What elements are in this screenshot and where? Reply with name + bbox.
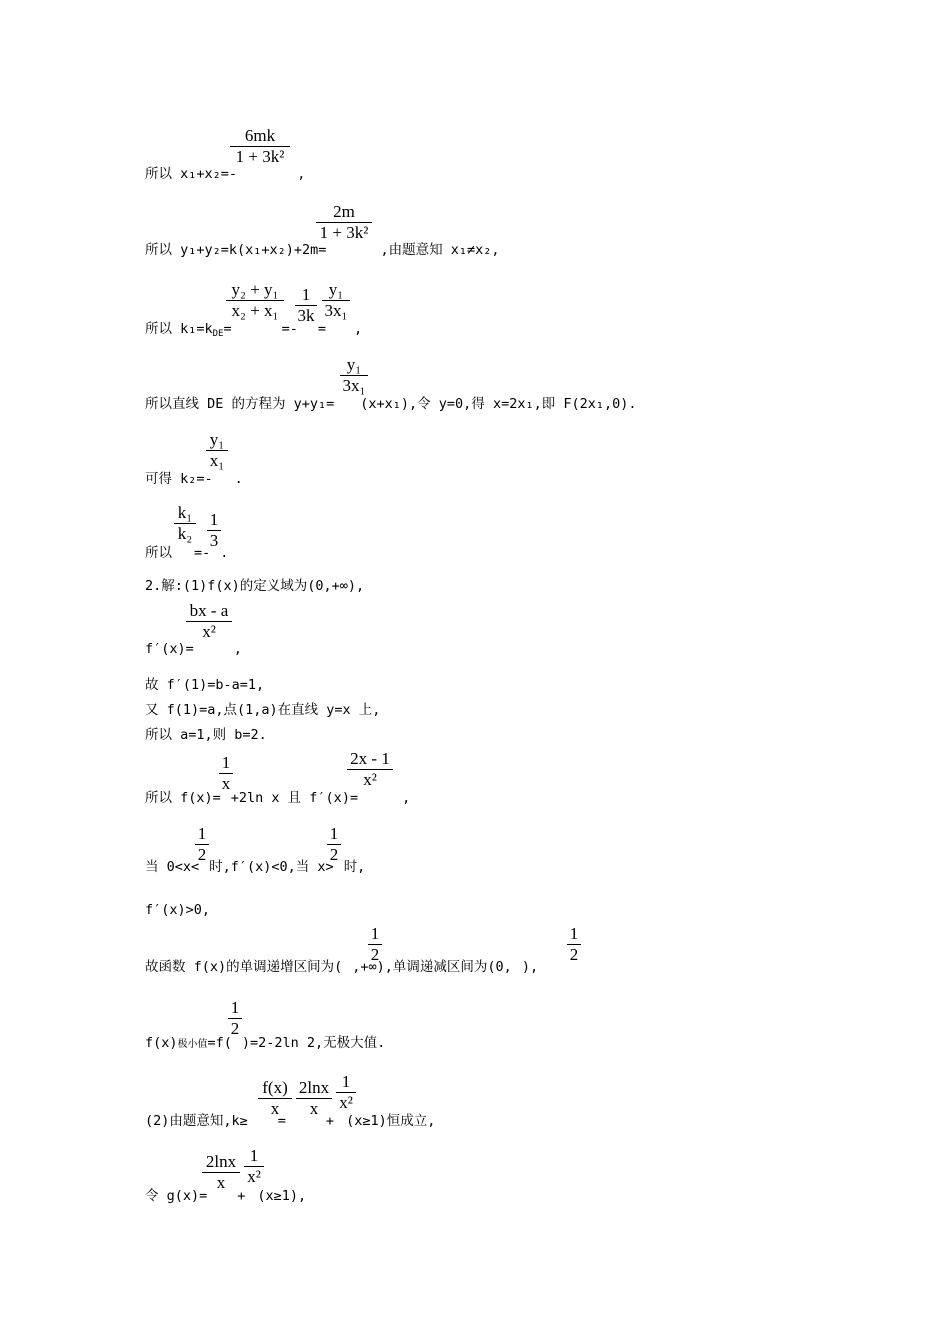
fraction-3 (322, 280, 350, 321)
text: 所以 a=1,则 b=2. (145, 727, 267, 743)
mid: 时,f′(x)<0,当 x> (209, 859, 334, 875)
denominator: k₂ (177, 524, 193, 543)
denominator: 2 (370, 945, 380, 964)
text: 故 f′(1)=b-a=1, (145, 677, 265, 693)
fraction (230, 126, 290, 167)
line-7 (145, 577, 364, 595)
denominator: x² (363, 770, 377, 789)
line-11 (145, 726, 267, 744)
text: (2)由题意知,k≥ (145, 1113, 248, 1129)
eq: =f( (207, 1035, 232, 1051)
fraction-1 (202, 1152, 240, 1193)
fraction-2 (244, 1146, 264, 1187)
line-3 (145, 320, 362, 343)
numerator: y₁ (340, 355, 368, 376)
line-12 (145, 789, 410, 807)
numerator: 1 (567, 924, 581, 945)
text: 所以 k₁=k (145, 321, 213, 337)
plus: + (325, 1113, 335, 1129)
eq: = (223, 321, 232, 337)
denominator: 2 (230, 1019, 240, 1038)
suffix: . (220, 545, 229, 561)
denominator: x (309, 1099, 319, 1118)
suffix: ), (521, 959, 539, 975)
suffix: (x≥1)恒成立, (346, 1113, 436, 1129)
suffix: , (402, 790, 411, 806)
mid: =- (194, 545, 211, 561)
text: 所以 x₁+x₂= (145, 166, 229, 182)
text: 当 0<x< (145, 859, 200, 875)
text: 2.解:(1)f(x)的定义域为(0,+∞), (145, 578, 365, 594)
fraction-2 (296, 1078, 332, 1119)
line-2 (145, 241, 499, 259)
line-5 (145, 470, 243, 488)
suffix: , (354, 321, 363, 337)
denominator: 3 (209, 531, 219, 550)
denominator: 1 + 3k² (235, 147, 285, 166)
fraction-2 (567, 924, 581, 965)
numerator: y₂ + y₁ (226, 280, 284, 301)
denominator: x² (339, 1093, 353, 1112)
numerator: y₁ (322, 280, 350, 301)
text: 令 g(x)= (145, 1188, 208, 1204)
fraction-1 (258, 1078, 292, 1119)
suffix: (x+x₁),令 y=0,得 x=2x₁,即 F(2x₁,0). (360, 396, 637, 412)
eq: = (277, 1113, 286, 1129)
plus: + (237, 1188, 246, 1204)
numerator: 1 (207, 510, 221, 531)
fraction-2 (327, 824, 341, 865)
fraction (228, 998, 242, 1039)
eq2: = (317, 321, 327, 337)
numerator: 1 (336, 1072, 356, 1093)
text: f′(x)= (145, 641, 194, 657)
denominator: 3x₁ (342, 376, 366, 395)
fraction (186, 601, 232, 642)
mid: +2ln x 且 f′(x)= (230, 790, 359, 806)
suffix: , (233, 641, 242, 657)
text: f′(x)>0, (145, 902, 211, 918)
line-10 (145, 701, 380, 719)
denominator: x (216, 1173, 226, 1192)
fraction-1 (195, 824, 209, 865)
fraction-1 (368, 924, 382, 965)
denominator: x (221, 774, 231, 793)
suffix: )=2-2ln 2,无极大值. (241, 1035, 386, 1051)
denominator: 2 (569, 945, 579, 964)
numerator: 1 (244, 1146, 264, 1167)
text: 所以直线 DE 的方程为 y+y₁= (145, 396, 335, 412)
numerator: k₁ (174, 503, 196, 524)
fraction-1 (226, 280, 284, 321)
numerator: 2m (316, 202, 372, 223)
denominator: x₁ (209, 451, 225, 470)
denominator: 2 (197, 845, 207, 864)
numerator: y₁ (206, 430, 228, 451)
text: 所以 f(x)= (145, 790, 221, 806)
suffix: ,由题意知 x₁≠x₂, (380, 242, 500, 258)
numerator: 2x - 1 (347, 749, 393, 770)
numerator: 2lnx (296, 1078, 332, 1099)
numerator: 1 (327, 824, 341, 845)
denominator: x² (202, 622, 216, 641)
numerator: 1 (228, 998, 242, 1019)
suffix: 时, (343, 859, 366, 875)
line-15 (145, 958, 538, 976)
fraction (316, 202, 372, 243)
fraction-2 (347, 749, 393, 790)
text: 所以 y₁+y₂=k(x₁+x₂)+2m= (145, 242, 327, 258)
denominator: x² (247, 1167, 261, 1186)
minus: - (228, 166, 238, 182)
suffix: (x≥1), (257, 1188, 307, 1204)
line-16 (145, 1034, 385, 1054)
subscript: DE (212, 329, 224, 339)
denominator: 3k (297, 306, 315, 325)
denominator: 3x₁ (324, 301, 348, 320)
suffix: , (297, 166, 306, 182)
line-4 (145, 395, 636, 413)
line-9 (145, 676, 264, 694)
numerator: 1 (195, 824, 209, 845)
denominator: x₂ + x₁ (231, 301, 279, 320)
numerator: 1 (368, 924, 382, 945)
text: 又 f(1)=a,点(1,a)在直线 y=x 上, (145, 702, 381, 718)
suffix: . (234, 471, 243, 487)
numerator: bx - a (186, 601, 232, 622)
line-14 (145, 901, 210, 919)
fraction-2 (295, 285, 317, 326)
fraction-1 (174, 503, 196, 544)
numerator: 1 (219, 753, 233, 774)
fraction-2 (207, 510, 221, 551)
fraction (340, 355, 368, 396)
denominator: 2 (329, 845, 339, 864)
numerator: 1 (295, 285, 317, 306)
numerator: 2lnx (202, 1152, 240, 1173)
line-8 (145, 640, 242, 658)
mid: ,+∞),单调递减区间为(0, (352, 959, 512, 975)
numerator: f(x) (258, 1078, 292, 1099)
text: 所以 (145, 545, 172, 561)
mid: =- (281, 321, 298, 337)
fraction-3 (336, 1072, 356, 1113)
numerator: 6mk (230, 126, 290, 147)
text: 故函数 f(x)的单调递增区间为( (145, 959, 343, 975)
denominator: 1 + 3k² (319, 223, 369, 242)
fraction-1 (219, 753, 233, 794)
subscript: 极小值 (177, 1039, 208, 1050)
denominator: x (270, 1099, 280, 1118)
line-1 (145, 165, 305, 183)
text: f(x) (145, 1035, 178, 1051)
text: 可得 k₂=- (145, 471, 213, 487)
fraction (206, 430, 228, 471)
